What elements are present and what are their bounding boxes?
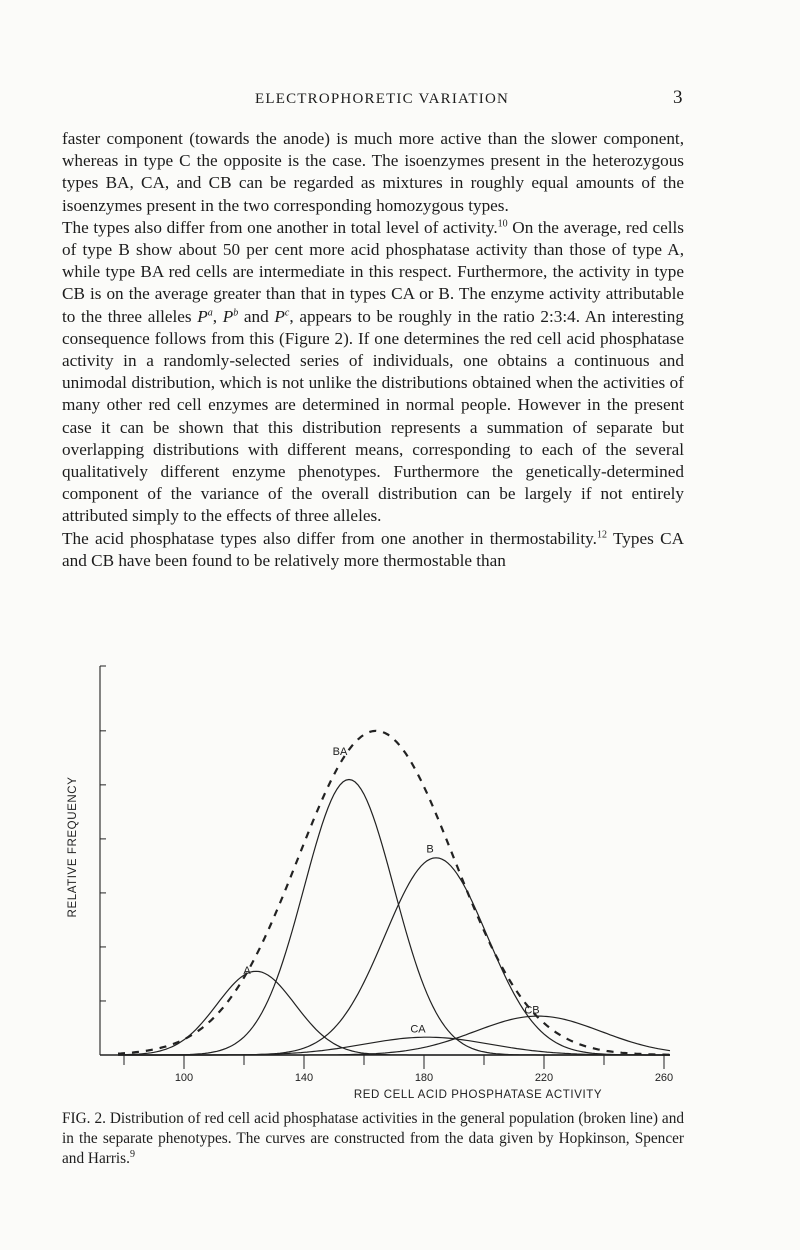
page-number: 3 <box>673 87 683 108</box>
curve-label-cb: CB <box>524 1004 540 1017</box>
distribution-chart <box>60 658 700 1103</box>
curve-label-ba: BA <box>332 746 348 759</box>
curve-cb <box>118 1016 670 1055</box>
curve-ba <box>118 780 670 1056</box>
figure-2 <box>60 658 700 1103</box>
x-axis-label: RED CELL ACID PHOSPHATASE ACTIVITY <box>353 1089 603 1101</box>
y-axis-label: RELATIVE FREQUENCY <box>67 776 79 918</box>
x-tick-label: 180 <box>414 1072 434 1084</box>
x-tick-label: 140 <box>294 1072 314 1084</box>
paragraph-2: The types also differ from one another in total level of activity.$^{10}$ On the average, red cells of type B show about 50 per cent more acid phosphatase activity than those of type A, while type BA red cells are intermediate in this respect. Furthermore, the activity in type CB is on the average greater than that in types CA or B. The enzyme activity attributable to the three alleles $P^a$, $P^b$ and $P^c$, appears to be roughly in the ratio 2:3:4. An interesting consequence follows from this (Figure 2). If one determines the red cell acid phosphatase activity in a randomly-selected series of individuals, one obtains a continuous and unimodal distribution, which is not unlike the distributions obtained when the activities of many other red cell enzymes are determined in normal people. However in the present case it can be shown that this distribution represents a summation of separate but overlapping distributions with different means, corresponding to each of the several qualitatively different enzyme phenotypes. Furthermore the genetically-determined component of the variance of the overall distribution can be largely if not entirely attributed simply to the effects of three alleles. <box>62 217 684 526</box>
allele-pb: $P^b$ <box>222 306 239 326</box>
reference-12: 12 <box>596 528 607 540</box>
reference-9: 9 <box>129 1148 135 1160</box>
curve-a <box>118 971 670 1055</box>
paragraph-3: The acid phosphatase types also differ from one another in thermostability.$^{12}$ Types CA and CB have been found to be relatively more thermostable than <box>62 528 684 570</box>
curve-label-b: B <box>426 843 434 856</box>
x-tick-label: 220 <box>534 1072 554 1084</box>
curve-label-a: A <box>243 964 251 977</box>
x-tick-label: 260 <box>654 1072 674 1084</box>
figure-caption: FIG. 2. Distribution of red cell acid phosphatase activities in the general population (broken line) and in the separate phenotypes. The curves are constructed from the data given by Hopkinson, Spencer and Harris.$^9$ <box>62 1110 684 1167</box>
page-header <box>0 87 800 113</box>
paragraph-1: faster component (towards the anode) is much more active than the slower component, whereas in type C the opposite is the case. The isoenzymes present in the heterozygous types BA, CA, and CB can be regarded as mixtures in roughly equal amounts of the isoenzymes present in the two corresponding homozygous types. <box>62 129 684 215</box>
curve-label-ca: CA <box>410 1023 426 1036</box>
x-tick-label: 100 <box>174 1072 194 1084</box>
body-text <box>62 128 684 572</box>
allele-pa: $P^a$ <box>197 306 213 326</box>
allele-pc: $P^c$ <box>274 306 290 326</box>
running-title: ELECTROPHORETIC VARIATION <box>255 91 510 107</box>
curve-overall-broken-line <box>118 731 670 1055</box>
reference-10: 10 <box>497 218 508 230</box>
